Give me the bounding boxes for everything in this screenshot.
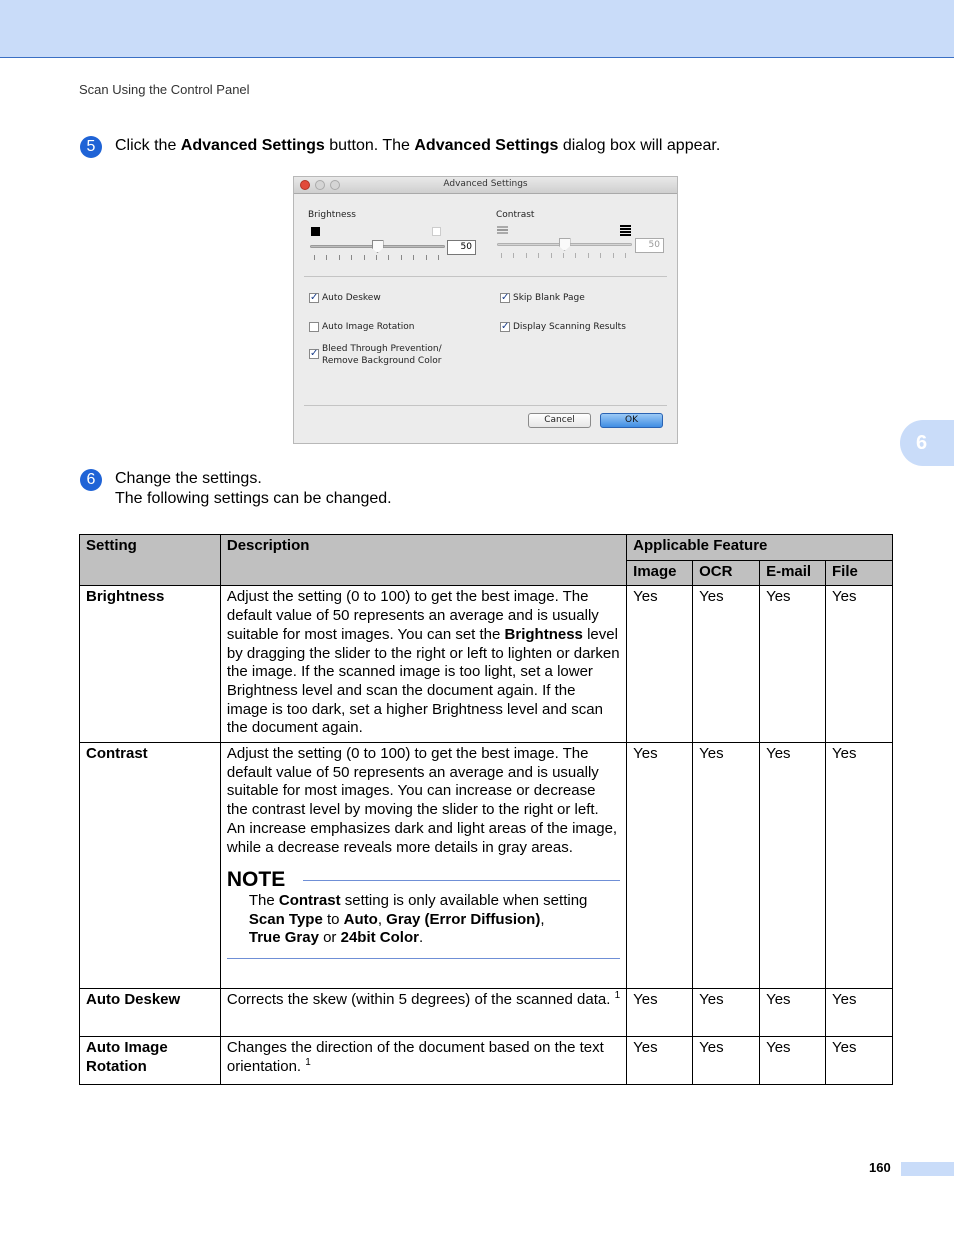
auto-deskew-option[interactable]: ✓ Auto Deskew xyxy=(310,292,381,303)
note-rule xyxy=(303,880,620,881)
setting-name: Auto Image Rotation xyxy=(80,1037,221,1085)
image-cell: Yes xyxy=(627,989,693,1037)
chapter-tab xyxy=(900,420,954,466)
divider xyxy=(304,276,667,277)
bleed-through-prevention-option[interactable]: ✓ Bleed Through Prevention/ Remove Background Color xyxy=(310,344,442,366)
high-contrast-icon xyxy=(620,225,631,236)
header-band xyxy=(0,0,954,58)
header-email: E-mail xyxy=(760,560,826,586)
email-cell: Yes xyxy=(760,989,826,1037)
footnote-ref: 1 xyxy=(614,990,621,1002)
page-number: 160 xyxy=(869,1160,891,1175)
table-header-row xyxy=(80,535,893,561)
file-cell: Yes xyxy=(826,989,893,1037)
brightness-slider-knob[interactable] xyxy=(372,240,384,253)
header-ocr: OCR xyxy=(693,560,760,586)
setting-name: Brightness xyxy=(80,586,221,743)
header-description: Description xyxy=(220,535,626,586)
divider xyxy=(304,405,667,406)
advanced-settings-dialog xyxy=(293,176,678,444)
step-6-text: Change the settings. The following settings can be changed. xyxy=(115,470,392,507)
footnote-ref: 1 xyxy=(305,1056,311,1068)
display-scanning-results-option[interactable]: ✓ Display Scanning Results xyxy=(501,321,626,332)
contrast-slider-knob[interactable] xyxy=(559,238,571,251)
email-cell: Yes xyxy=(760,743,826,989)
note-rule-bottom xyxy=(227,958,620,959)
setting-description: Changes the direction of the document based on the text orientation. $^1$ xyxy=(220,1037,626,1085)
contrast-ticks xyxy=(501,253,626,259)
image-cell: Yes xyxy=(627,743,693,989)
settings-table xyxy=(79,534,893,1085)
skip-blank-page-option[interactable]: ✓ Skip Blank Page xyxy=(501,292,585,303)
ocr-cell: Yes xyxy=(693,1037,760,1085)
file-cell: Yes xyxy=(826,743,893,989)
ocr-cell: Yes xyxy=(693,743,760,989)
header-setting: Setting xyxy=(80,535,221,586)
image-cell: Yes xyxy=(627,1037,693,1085)
step-number-badge: 6 xyxy=(80,469,102,491)
brightness-ticks xyxy=(314,255,439,261)
brightness-value-field[interactable]: 50 xyxy=(447,240,476,255)
footer-band xyxy=(901,1162,954,1176)
step-number-badge: 5 xyxy=(80,136,102,158)
brightness-label: Brightness xyxy=(308,210,356,220)
note-heading xyxy=(226,868,620,892)
display-scanning-results-checkbox[interactable]: ✓ xyxy=(501,321,510,332)
dialog-title: Advanced Settings xyxy=(443,179,528,189)
step-5-text: Click the Advanced Settings button. The Advanced Settings dialog box will appear. xyxy=(115,137,721,154)
setting-description: Corrects the skew (within 5 degrees) of the scanned data. $^1$ xyxy=(220,989,626,1037)
auto-image-rotation-option[interactable]: Auto Image Rotation xyxy=(309,321,414,333)
table-row xyxy=(80,586,893,743)
dialog-titlebar xyxy=(294,177,677,194)
skip-blank-page-checkbox[interactable]: ✓ xyxy=(501,292,510,303)
setting-description: Adjust the setting (0 to 100) to get the best image. The default value of 50 represents an average and is usually suitable for most images. You can increase or decrease the contrast level by moving the slider to the right or left. An increase emphasizes dark and light areas of the image, while a decrease reveals more details in gray areas. NOTE The Contrast setting is only available when setting Scan Type to Auto, Gray (Error Diffusion), True Gray or 24bit Color. xyxy=(220,743,626,989)
setting-name: Auto Deskew xyxy=(80,989,221,1037)
file-cell: Yes xyxy=(826,1037,893,1085)
header-image: Image xyxy=(627,560,693,586)
header-applicable-feature: Applicable Feature xyxy=(627,535,893,561)
email-cell: Yes xyxy=(760,586,826,743)
note-title: NOTE xyxy=(226,868,286,892)
step-5 xyxy=(80,136,720,158)
auto-image-rotation-checkbox[interactable] xyxy=(309,322,319,332)
contrast-value-field[interactable]: 50 xyxy=(635,238,664,253)
setting-name: Contrast xyxy=(80,743,221,989)
table-row xyxy=(80,1037,893,1085)
setting-description: Adjust the setting (0 to 100) to get the best image. The default value of 50 represents an average and is usually suitable for most images. You can set the Brightness level by dragging the slider to the right or left to lighten or darken the image. If the scanned image is too light, set a lower Brightness level and scan the document again. If the image is too dark, set a higher Brightness level and scan the document again. xyxy=(220,586,626,743)
dark-square-icon xyxy=(311,227,320,236)
file-cell: Yes xyxy=(826,586,893,743)
header-file: File xyxy=(826,560,893,586)
cancel-button[interactable]: Cancel xyxy=(528,413,591,428)
ocr-cell: Yes xyxy=(693,989,760,1037)
chapter-number: 6 xyxy=(916,431,928,454)
table-row xyxy=(80,743,893,989)
auto-deskew-checkbox[interactable]: ✓ xyxy=(310,292,319,303)
email-cell: Yes xyxy=(760,1037,826,1085)
note-body: The Contrast setting is only available when setting Scan Type to Auto, Gray (Error Diffusion), True Gray or 24bit Color. xyxy=(248,891,588,947)
image-cell: Yes xyxy=(627,586,693,743)
low-contrast-icon xyxy=(497,225,508,236)
bleed-through-checkbox[interactable]: ✓ xyxy=(310,348,319,359)
ocr-cell: Yes xyxy=(693,586,760,743)
table-row xyxy=(80,989,893,1037)
contrast-label: Contrast xyxy=(496,210,535,220)
ok-button[interactable]: OK xyxy=(600,413,663,428)
section-title: Scan Using the Control Panel xyxy=(79,82,250,97)
light-square-icon xyxy=(432,227,441,236)
step-6 xyxy=(80,469,392,509)
